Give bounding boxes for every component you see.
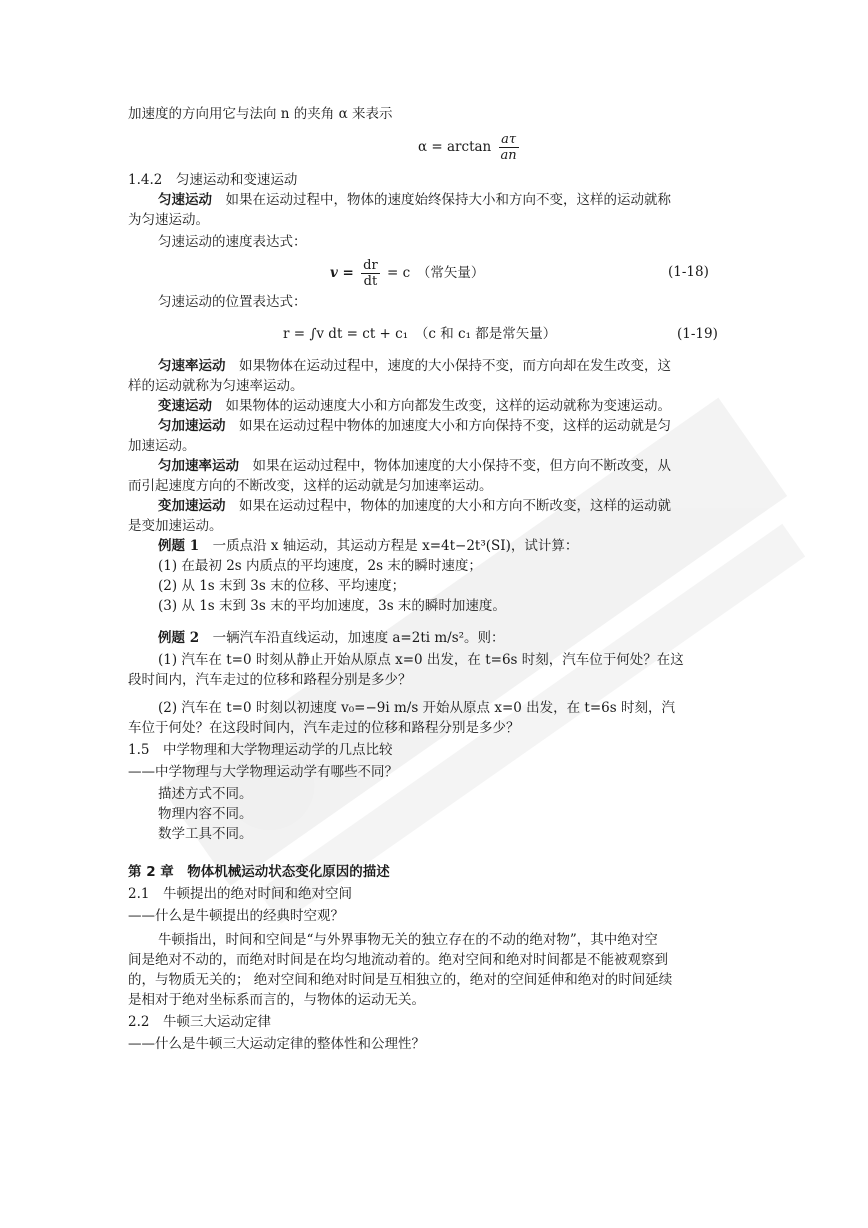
paragraph-velocity-expression: 匀速运动的速度表达式： xyxy=(158,234,307,250)
question-2-2: ——什么是牛顿三大运动定律的整体性和公理性？ xyxy=(128,1036,425,1052)
paragraph-text: 如果在运动过程中，物体的速度始终保持大小和方向不变，这样的运动就称 xyxy=(212,192,671,208)
example-2-question-2: (2) 汽车在 t=0 时刻以初速度 v₀=−9i m/s 开始从原点 x=0 出发，在 t=6s 时刻，汽 xyxy=(158,700,675,716)
example-2-statement xyxy=(158,628,505,648)
answer-item: 描述方式不同。 xyxy=(158,786,253,802)
example-1-question-1: (1) 在最初 2s 内质点的平均速度，2s 末的瞬时速度； xyxy=(158,558,482,574)
term-variable-acceleration: 变加速运动 xyxy=(158,498,226,514)
equation-number-1-18: (1-18) xyxy=(668,264,709,280)
formula-1-18-numerator: dr xyxy=(363,258,378,273)
example-2-question-1: (1) 汽车在 t=0 时刻从静止开始从原点 x=0 出发，在 t=6s 时刻，汽车位于何处？在这 xyxy=(158,652,684,668)
section-heading-2-1: 2.1 牛顿提出的绝对时间和绝对空间 xyxy=(128,886,352,902)
paragraph-text: 如果在运动过程中物体的加速度大小和方向保持不变，这样的运动就是匀 xyxy=(225,418,671,434)
paragraph-continuation: 而引起速度方向的不断改变，这样的运动就是匀加速率运动。 xyxy=(128,478,493,494)
example-1-question-2: (2) 从 1s 末到 3s 末的位移、平均速度； xyxy=(158,578,406,594)
formula-1-18-lhs: v = xyxy=(330,265,354,281)
example-1-question-3: (3) 从 1s 末到 3s 末的平均加速度，3s 末的瞬时加速度。 xyxy=(158,598,506,614)
formula-alpha xyxy=(418,132,522,163)
paragraph-variable-acceleration xyxy=(158,496,671,516)
section-heading-1-4-2: 1.4.2 匀速运动和变速运动 xyxy=(128,172,298,188)
formula-1-18-rhs: = c （常矢量） xyxy=(387,265,485,281)
paragraph-continuation: 加速运动。 xyxy=(128,438,196,454)
paragraph-continuation: 车位于何处？在这段时间内，汽车走过的位移和路程分别是多少？ xyxy=(128,720,520,736)
formula-1-18-fraction xyxy=(361,258,380,289)
paragraph-variable-speed xyxy=(158,396,671,416)
paragraph-position-expression: 匀速运动的位置表达式： xyxy=(158,294,307,310)
answer-item: 物理内容不同。 xyxy=(158,806,253,822)
paragraph-continuation: 段时间内，汽车走过的位移和路程分别是多少？ xyxy=(128,672,412,688)
example-1-text: 一质点沿 x 轴运动，其运动方程是 x=4t−2t³(SI)，试计算： xyxy=(199,538,579,554)
paragraph-uniform-speed xyxy=(158,356,671,376)
term-uniform-speed: 匀速率运动 xyxy=(158,358,226,374)
term-uniform-acceleration: 匀加速运动 xyxy=(158,418,226,434)
paragraph-uniform-acceleration xyxy=(158,416,671,436)
paragraph-newton-1: 牛顿指出，时间和空间是“与外界事物无关的独立存在的不动的绝对物”，其中绝对空 xyxy=(158,932,658,948)
paragraph-text: 如果物体在运动过程中，速度的大小保持不变，而方向却在发生改变，这 xyxy=(225,358,671,374)
paragraph-text: 如果在运动过程中，物体加速度的大小保持不变，但方向不断改变，从 xyxy=(239,458,671,474)
formula-1-18 xyxy=(330,258,484,289)
chapter-2-title: 第 2 章 物体机械运动状态变化原因的描述 xyxy=(128,864,390,880)
formula-1-19: r = ∫v dt = ct + c₁ （c 和 c₁ 都是常矢量） xyxy=(283,326,557,342)
term-uniform-motion: 匀速运动 xyxy=(158,192,212,208)
formula-alpha-fraction xyxy=(499,132,519,163)
formula-alpha-numerator: aτ xyxy=(499,132,519,148)
question-2-1: ——什么是牛顿提出的经典时空观？ xyxy=(128,908,344,924)
formula-alpha-denominator: an xyxy=(500,148,517,163)
formula-alpha-lhs: α = arctan xyxy=(418,139,492,155)
paragraph-newton-4: 是相对于绝对坐标系而言的，与物体的运动无关。 xyxy=(128,992,425,1008)
equation-number-1-19: (1-19) xyxy=(677,326,718,342)
intro-line: 加速度的方向用它与法向 n 的夹角 α 来表示 xyxy=(128,106,393,122)
term-variable-speed: 变速运动 xyxy=(158,398,212,414)
paragraph-uniform-acceleration-rate xyxy=(158,456,671,476)
paragraph-text: 如果在运动过程中，物体的加速度的大小和方向不断改变，这样的运动就 xyxy=(225,498,671,514)
paragraph-text: 如果物体的运动速度大小和方向都发生改变，这样的运动就称为变速运动。 xyxy=(212,398,671,414)
formula-1-18-denominator: dt xyxy=(363,274,378,289)
example-1-label: 例题 1 xyxy=(158,538,200,554)
section-heading-2-2: 2.2 牛顿三大运动定律 xyxy=(128,1014,271,1030)
question-1-5: ——中学物理与大学物理运动学有哪些不同？ xyxy=(128,764,398,780)
paragraph-uniform-motion xyxy=(158,190,671,210)
example-1-statement xyxy=(158,536,578,556)
paragraph-continuation: 是变加速运动。 xyxy=(128,518,223,534)
example-2-text: 一辆汽车沿直线运动，加速度 a=2ti m/s²。则： xyxy=(199,630,505,646)
paragraph-continuation: 样的运动就称为匀速率运动。 xyxy=(128,378,304,394)
term-uniform-acceleration-rate: 匀加速率运动 xyxy=(158,458,239,474)
paragraph-newton-2: 间是绝对不动的，而绝对时间是在均匀地流动着的。绝对空间和绝对时间都是不能被观察到 xyxy=(128,952,668,968)
answer-item: 数学工具不同。 xyxy=(158,826,253,842)
example-2-label: 例题 2 xyxy=(158,630,200,646)
section-heading-1-5: 1.5 中学物理和大学物理运动学的几点比较 xyxy=(128,742,393,758)
paragraph-newton-3: 的，与物质无关的； 绝对空间和绝对时间是互相独立的，绝对的空间延伸和绝对的时间延续 xyxy=(128,972,673,988)
paragraph-continuation: 为匀速运动。 xyxy=(128,212,209,228)
